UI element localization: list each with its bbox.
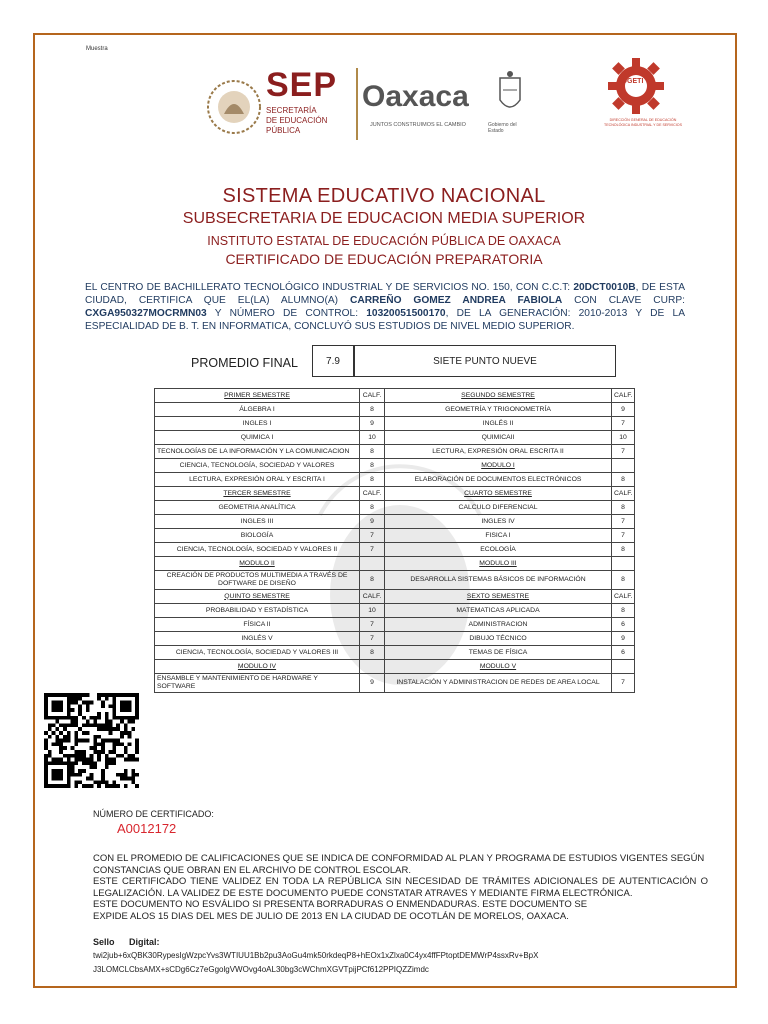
state-shield-icon [497,70,523,120]
subject-left: INGLES III [155,515,360,529]
grade-left: 10 [360,431,385,445]
grades-row [155,515,635,529]
subject-left: CIENCIA, TECNOLOGÍA, SOCIEDAD Y VALORES [155,459,360,473]
subject-left: PRIMER SEMESTRE [155,389,360,403]
subject-left: MODULO IV [155,660,360,674]
final-average-words: SIETE PUNTO NUEVE [354,345,616,377]
subject-right: MODULO I [385,459,612,473]
grades-row [155,618,635,632]
gear-icon [608,58,664,114]
grade-right: 7 [612,417,635,431]
grade-right [612,660,635,674]
grade-left: 7 [360,543,385,557]
state-government-label: Gobierno del Estado [488,122,517,134]
dgeti-logo [598,58,688,138]
note-line: ESTE DOCUMENTO NO ESVÁLIDO SI PRESENTA BORRADURAS O ENMENDADURAS. ESTE DOCUMENTO SE [93,899,588,910]
grades-row [155,473,635,487]
sep-wordmark: SEP [266,66,338,104]
certificate-number-label: NÚMERO DE CERTIFICADO: [93,809,214,819]
subject-right: ELABORACIÓN DE DOCUMENTOS ELECTRÓNICOS [385,473,612,487]
subject-left: QUINTO SEMESTRE [155,590,360,604]
grade-right [612,557,635,571]
intro-paragraph: EL CENTRO DE BACHILLERATO TECNOLÓGICO INDUSTRIAL Y DE SERVICIOS NO. 150, CON C.C.T: 20DCT0010B, DE ESTA CIUDAD, CERTIFICA QUE EL(LA) ALUMNO(A) CARREÑO GOMEZ ANDREA FABIOLA CON CLAVE CURP: CXGA950327MOCRMN03 Y NÚMERO DE CONTROL: 10320051500170, DE LA GENERACIÓN: 2010-2013 Y DE LA ESPECIALIDAD DE B. T. EN INFORMATICA, CONCLUYÓ SUS ESTUDIOS DE NIVEL MEDIO SUPERIOR. [85,282,686,332]
logo-divider [356,68,358,140]
subject-right: INSTALACIÓN Y ADMINISTRACION DE REDES DE AREA LOCAL [385,674,612,693]
grade-right: 6 [612,618,635,632]
grade-right: CALF. [612,487,635,501]
grade-left: 8 [360,473,385,487]
subject-right: ECOLOGÍA [385,543,612,557]
grade-right: 7 [612,529,635,543]
subject-right: SEGUNDO SEMESTRE [385,389,612,403]
grade-left: 7 [360,529,385,543]
subject-right: GEOMETRÍA Y TRIGONOMETRÍA [385,403,612,417]
final-average-value: 7.9 [312,345,354,377]
subject-right: ADMINISTRACION [385,618,612,632]
subject-right: DESARROLLA SISTEMAS BÁSICOS DE INFORMACIÓN [385,571,612,590]
grade-left: 9 [360,515,385,529]
subject-left: TERCER SEMESTRE [155,487,360,501]
grade-left: 8 [360,501,385,515]
grade-left: CALF. [360,389,385,403]
grade-left: CALF. [360,590,385,604]
grades-row [155,604,635,618]
grades-row [155,571,635,590]
curp-code: CXGA950327MOCRMN03 [85,308,207,319]
dgeti-wordmark: DGETI [622,78,644,85]
grade-left: 7 [360,618,385,632]
sep-logo [206,64,346,150]
subject-right: LECTURA, EXPRESIÓN ORAL ESCRITA II [385,445,612,459]
grades-row [155,543,635,557]
grades-row [155,501,635,515]
title-sistema: SISTEMA EDUCATIVO NACIONAL [222,185,546,207]
note-line: CON EL PROMEDIO DE CALIFICACIONES QUE SE INDICA DE CONFORMIDAD AL PLAN Y PROGRAMA DE ESTUDIOS VIGENTES SEGÚN CONSTANCIAS QUE OBRAN EN EL ARCHIVO DE CONTROL ESCOLAR. [93,853,705,876]
grades-row [155,529,635,543]
subject-left: CIENCIA, TECNOLOGÍA, SOCIEDAD Y VALORES II [155,543,360,557]
title-instituto: INSTITUTO ESTATAL DE EDUCACIÓN PÚBLICA DE OAXACA [207,234,561,248]
grades-header-row [155,660,635,674]
mexico-coat-of-arms-icon [206,64,262,150]
grades-header-row [155,487,635,501]
grade-left [360,660,385,674]
subject-left: FÍSICA II [155,618,360,632]
legal-notes [93,853,708,922]
grade-right: CALF. [612,389,635,403]
digital-seal-label: Sello Digital: [93,937,160,947]
control-number: 10320051500170 [366,308,446,319]
grade-right: 7 [612,515,635,529]
grade-right: 7 [612,445,635,459]
subject-left: CIENCIA, TECNOLOGÍA, SOCIEDAD Y VALORES III [155,646,360,660]
subject-left: QUIMICA I [155,431,360,445]
subject-left: CREACIÓN DE PRODUCTOS MULTIMEDIA A TRAVÉS DE DOFTWARE DE DISEÑO [155,571,360,590]
grade-left: 8 [360,646,385,660]
grade-left: 10 [360,604,385,618]
subject-left: TECNOLOGÍAS DE LA INFORMACIÓN Y LA COMUNICACION [155,445,360,459]
grade-left: 7 [360,632,385,646]
grade-right: 8 [612,473,635,487]
subject-left: BIOLOGÍA [155,529,360,543]
subject-right: INGLES IV [385,515,612,529]
sep-subtitle: SECRETARÍA DE EDUCACIÓN PÚBLICA [266,106,328,135]
subject-right: TEMAS DE FÍSICA [385,646,612,660]
grade-left: CALF. [360,487,385,501]
subject-right: FISICA I [385,529,612,543]
grades-row [155,646,635,660]
dgeti-subtitle: DIRECCIÓN GENERAL DE EDUCACIÓN TECNOLÓGICA INDUSTRIAL Y DE SERVICIOS [604,118,682,127]
subject-left: INGLES I [155,417,360,431]
sample-label: Muestra [86,46,108,52]
title-subsecretaria: SUBSECRETARIA DE EDUCACION MEDIA SUPERIOR [182,210,586,227]
subject-right: CALCULO DIFERENCIAL [385,501,612,515]
subject-left: INGLÉS V [155,632,360,646]
subject-left: LECTURA, EXPRESIÓN ORAL Y ESCRITA I [155,473,360,487]
subject-right: MODULO III [385,557,612,571]
subject-left: ÁLGEBRA I [155,403,360,417]
grade-right: 9 [612,632,635,646]
grade-right: 8 [612,543,635,557]
grade-left: 8 [360,403,385,417]
grades-header-row [155,590,635,604]
grades-row [155,403,635,417]
subject-left: GEOMETRIA ANALÍTICA [155,501,360,515]
grades-header-row [155,557,635,571]
grade-right: 10 [612,431,635,445]
grade-right [612,459,635,473]
qr-code [44,693,139,788]
oaxaca-wordmark: Oaxaca [362,80,469,113]
subject-left: ENSAMBLE Y MANTENIMIENTO DE HARDWARE Y SOFTWARE [155,674,360,693]
subject-right: INGLÉS II [385,417,612,431]
grades-header-row [155,389,635,403]
final-average-label: PROMEDIO FINAL [191,356,298,370]
grade-right: 9 [612,403,635,417]
grade-right: CALF. [612,590,635,604]
note-line: EXPIDE ALOS 15 DIAS DEL MES DE JULIO DE 2013 EN LA CIUDAD DE OCOTLÁN DE MORELOS, OAXACA. [93,910,569,922]
grades-row [155,459,635,473]
subject-right: CUARTO SEMESTRE [385,487,612,501]
subject-right: SEXTO SEMESTRE [385,590,612,604]
student-name: CARREÑO GOMEZ ANDREA FABIOLA [349,295,563,306]
grade-left: 9 [360,674,385,693]
grade-left: 9 [360,417,385,431]
oaxaca-slogan: JUNTOS CONSTRUIMOS EL CAMBIO [370,122,466,128]
subject-right: DIBUJO TÉCNICO [385,632,612,646]
title-certificado: CERTIFICADO DE EDUCACIÓN PREPARATORIA [225,251,543,267]
grades-row [155,632,635,646]
grade-left: 8 [360,445,385,459]
note-line: ESTE CERTIFICADO TIENE VALIDEZ EN TODA LA REPÚBLICA SIN NECESIDAD DE TRÁMITES ADICIONALES DE AUTENTICACIÓN O LEGALIZACIÓN. LA VALIDEZ DE ESTE DOCUMENTO PUEDE CONSTATAR ATRAVES Y MEDIANTE FIRMA ELECTRÓNICA. [93,876,708,899]
grade-right: 6 [612,646,635,660]
certificate-number: A0012172 [117,821,177,836]
grade-right: 7 [612,674,635,693]
grades-row [155,431,635,445]
digital-seal-value: twi2jub+6xQBK30RypesIgWzpcYvs3WTIUU1Bb2pu3AoGu4mk50rkdeqP8+hEOx1xZlxa0C4yx4ffFPtoptDEMWrP4ssxRv+BpX J3LOMCLCbsAMX+sCDg6Cz7eGgolgVWOvg4oAL30bg3cWChmXGVTpijPCf612PPIQZZimdc [93,951,539,974]
subject-right: MATEMATICAS APLICADA [385,604,612,618]
subject-left: PROBABILIDAD Y ESTADÍSTICA [155,604,360,618]
grade-right: 8 [612,501,635,515]
grade-right: 8 [612,604,635,618]
subject-right: QUIMICAII [385,431,612,445]
subject-left: MODULO II [155,557,360,571]
subject-right: MODULO V [385,660,612,674]
grades-row [155,445,635,459]
grades-row [155,674,635,693]
oaxaca-logo [362,70,532,140]
grades-row [155,417,635,431]
cct-code: 20DCT0010B [573,282,636,293]
grade-left [360,557,385,571]
grade-left: 8 [360,571,385,590]
grade-left: 8 [360,459,385,473]
grade-right: 8 [612,571,635,590]
grades-table [154,388,635,693]
